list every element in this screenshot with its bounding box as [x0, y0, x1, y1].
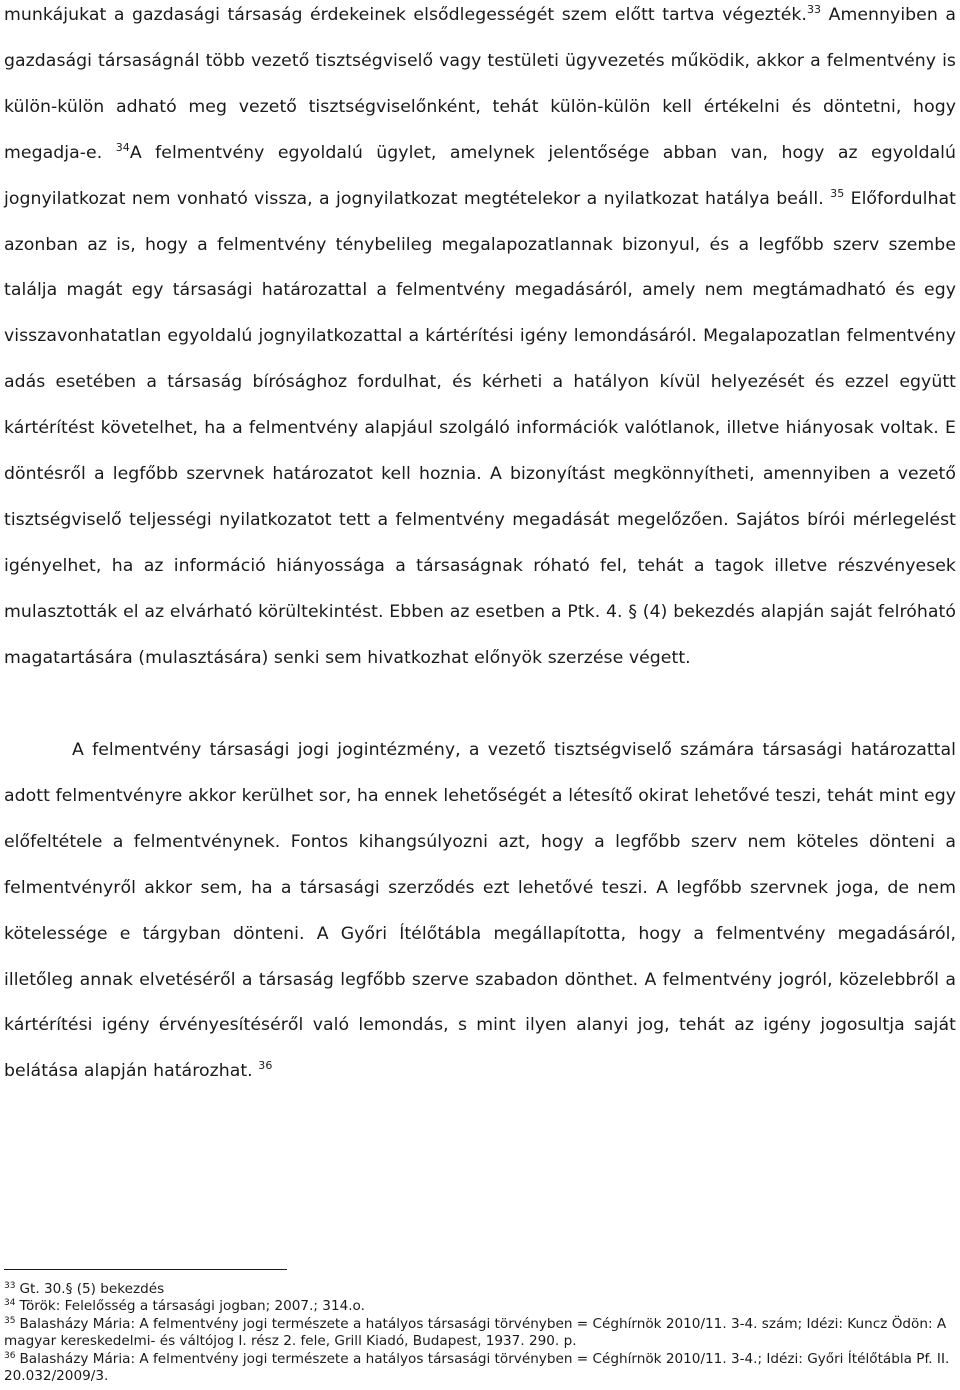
paragraph-text: Amennyiben a gazdasági társaságnál több vezető tisztségviselő vagy testületi ügyvezetés működik, akkor a felmentvény is külön-külön adható meg vezető tisztségviselőnként, tehát külön-külön kell értékelni és döntetni, hogy megadja-e.: [4, 5, 956, 163]
footnote-text: Balasházy Mária: A felmentvény jogi természete a hatályos társasági törvényben = Céghírnök 2010/11. 3-4.; Idézi: Győri Ítélőtábla Pf. II. 20.032/2009/3.: [4, 1350, 950, 1385]
footnote-separator: [4, 1269, 287, 1270]
body-paragraph-1: [4, 0, 956, 682]
footnote-36: [4, 1351, 956, 1386]
footnote-text: Török: Felelősség a társasági jogban; 2007.; 314.o.: [19, 1298, 365, 1315]
footnote-ref-35[interactable]: 35: [830, 186, 845, 200]
paragraph-text: A felmentvény társasági jogi jogintézmény, a vezető tisztségviselő számára társasági határozattal adott felmentvényre akkor kerülhet sor, ha ennek lehetőségét a létesítő okirat lehetővé teszi, tehát mint egy előfeltétele a felmentvénynek. Fontos kihangsúlyozni azt, hogy a legfőbb szerv nem köteles dönteni a felmentvényről akkor sem, ha a társasági szerződés ezt lehetővé teszi. A legfőbb szervnek joga, de nem kötelessége e tárgyban dönteni. A Győri Ítélőtábla megállapította, hogy a felmentvény megadásáról, illetőleg annak elvetéséről a társaság legfőbb szerve szabadon dönthet. A felmentvény jogról, közelebbről a kártérítési igény érvényesítéséről való lemondás, s mint ilyen alanyi jog, tehát az igény jogosultja saját belátása alapján határozhat.: [4, 740, 956, 1082]
footnote-number: 36: [4, 1350, 16, 1361]
footnote-35: [4, 1316, 956, 1351]
body-paragraph-2: [4, 728, 956, 1095]
footnote-ref-34[interactable]: 34: [115, 140, 130, 154]
footnote-33: [4, 1281, 956, 1298]
footnote-ref-36[interactable]: 36: [258, 1059, 273, 1073]
footnote-number: 33: [4, 1281, 16, 1291]
footnote-34: [4, 1298, 956, 1315]
footnote-ref-33[interactable]: 33: [806, 3, 822, 16]
footnote-text: Balasházy Mária: A felmentvény jogi természete a hatályos társasági törvényben = Céghírnök 2010/11. 3-4. szám; Idézi: Kuncz Ödön: A magyar kereskedelmi- és váltójog I. rész 2. fele, Grill Kiadó, Budapest, 1937. 290. p.: [4, 1315, 947, 1350]
paragraph-text: Előfordulhat azonban az is, hogy a felmentvény ténybelileg megalapozatlannak bizonyul, és a legfőbb szerv szembe találja magát egy társasági határozattal a felmentvény megadásáról, amely nem megtámadható és egy visszavonhatatlan egyoldalú jognyilatkozattal a kártérítési igény lemondásáról. Megalapozatlan felmentvény adás esetében a társaság bírósághoz fordulhat, és kérheti a hatályon kívül helyezését és ezzel együtt kártérítést követelhet, ha a felmentvény alapjául szolgáló információk valótlanok, illetve hiányosak voltak. E döntésről a legfőbb szervnek határozatot kell hoznia. A bizonyítást megkönnyítheti, amennyiben a vezető tisztségviselő teljességi nyilatkozatot tett a felmentvény megadását megelőzően. Sajátos bírói mérlegelést igényelhet, ha az információ hiányossága a társaságnak róható fel, tehát a tagok illetve részvényesek mulasztották el az elvárható körültekintést. Ebben az esetben a Ptk. 4. § (4) bekezdés alapján saját felróható magatartására (mulasztására) senki sem hivatkozhat előnyök szerzése végett.: [4, 188, 957, 668]
footnote-number: 34: [4, 1298, 16, 1309]
footnotes: [4, 1281, 956, 1385]
footnote-number: 35: [4, 1315, 16, 1326]
footnote-text: Gt. 30.§ (5) bekezdés: [19, 1281, 165, 1297]
paragraph-text: A felmentvény egyoldalú ügylet, amelynek jelentősége abban van, hogy az egyoldalú jognyilatkozat nem vonható vissza, a jognyilatkozat megtételekor a nyilatkozat hatálya beáll.: [4, 142, 956, 209]
paragraph-text: munkájukat a gazdasági társaság érdekeinek elsődlegességét szem előtt tartva végezték.: [4, 5, 807, 25]
